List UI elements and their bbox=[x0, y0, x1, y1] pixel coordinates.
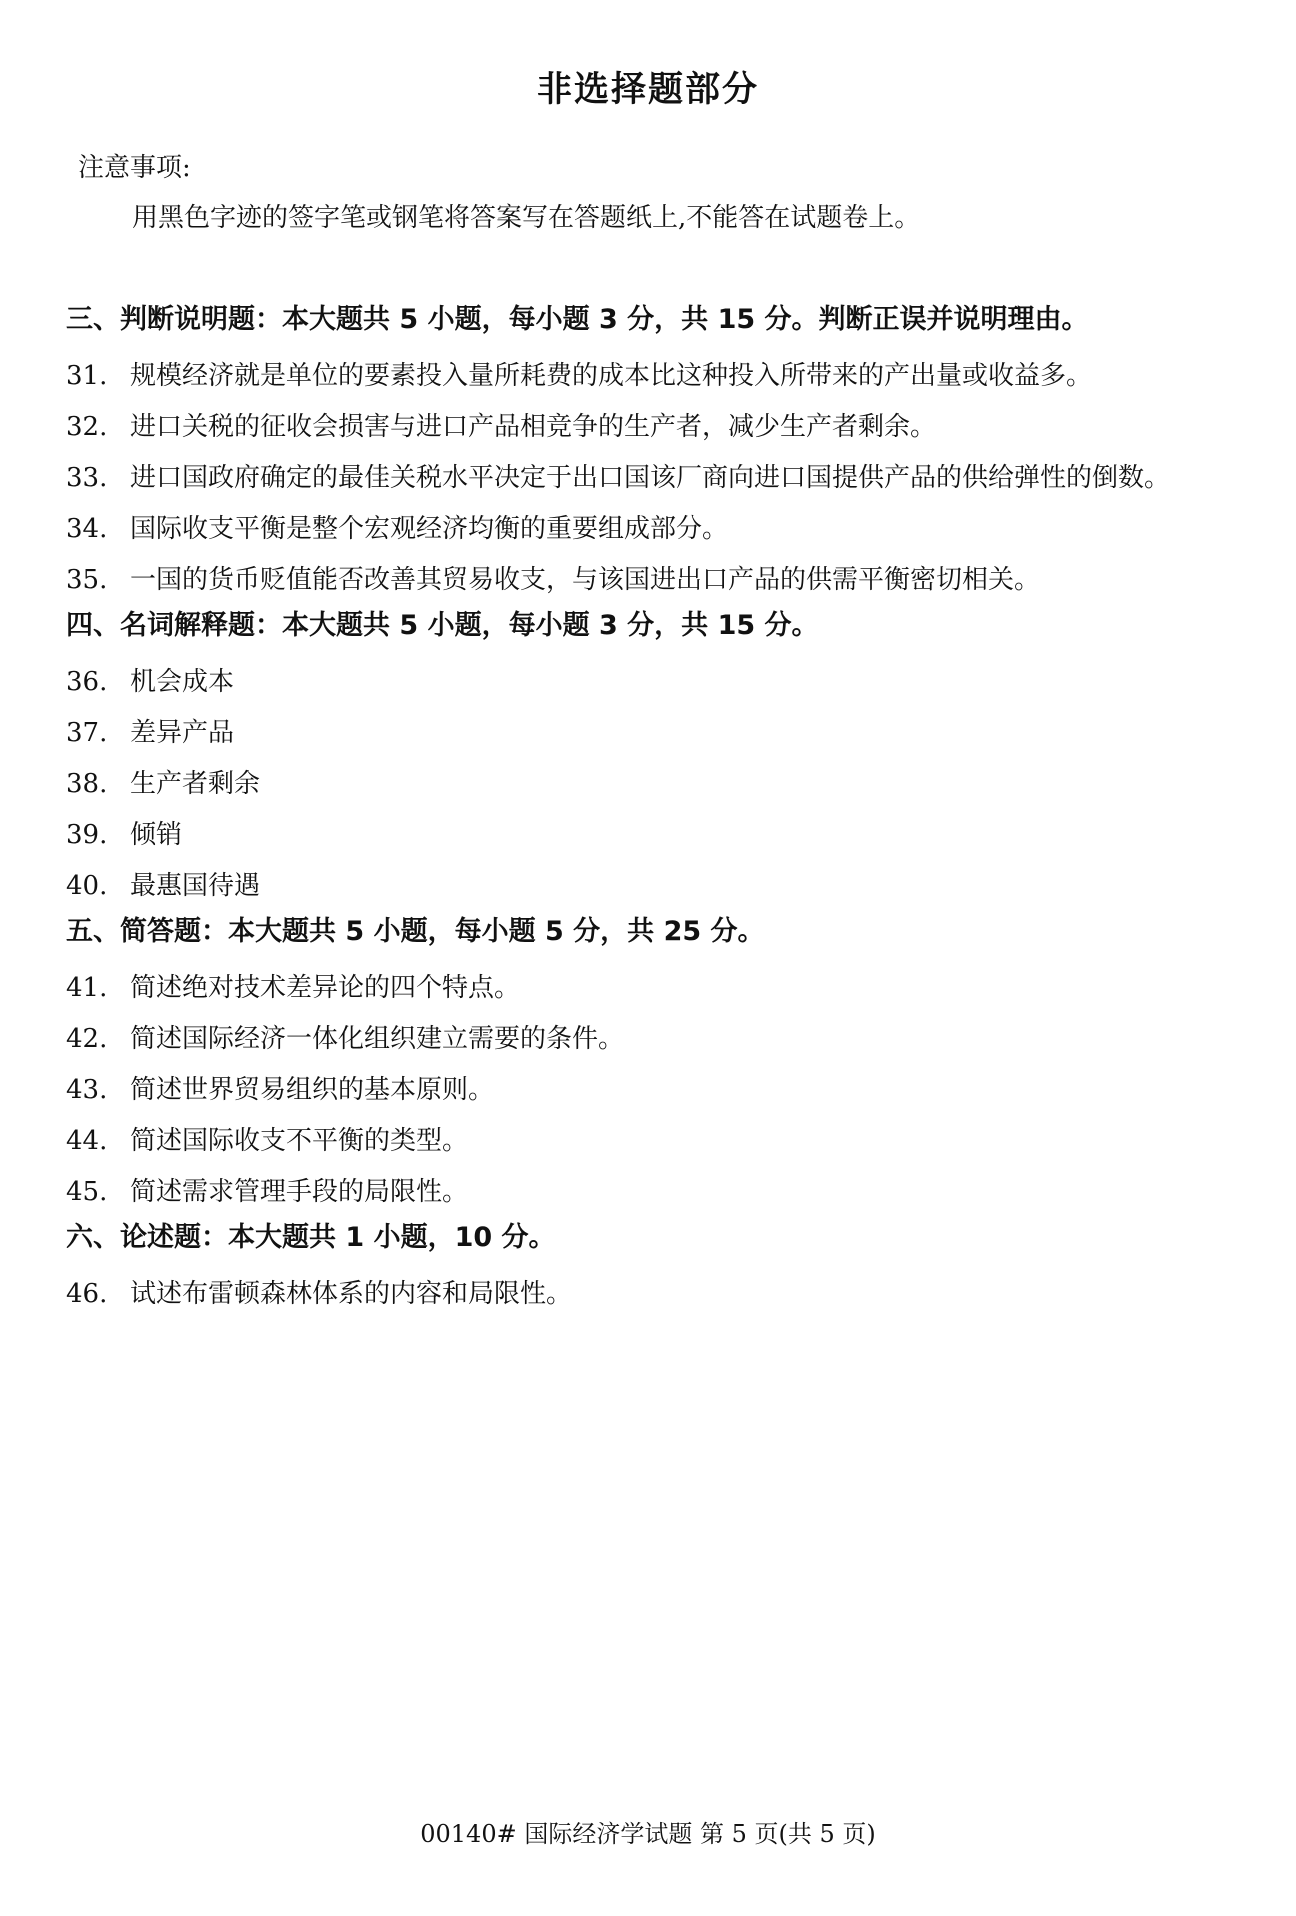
notice-text: 用黑色字迹的签字笔或钢笔将答案写在答题纸上,不能答在试题卷上。 bbox=[132, 203, 921, 233]
question-text: 最惠国待遇 bbox=[130, 871, 261, 901]
question-content bbox=[66, 300, 1246, 1320]
question-text: 国际收支平衡是整个宏观经济均衡的重要组成部分。 bbox=[130, 514, 729, 544]
question-number: 33. bbox=[66, 463, 108, 493]
question-number: 35. bbox=[66, 565, 108, 595]
question-number: 39. bbox=[66, 820, 108, 850]
question-text: 倾销 bbox=[130, 820, 183, 850]
question-number: 34. bbox=[66, 514, 108, 544]
question-text: 差异产品 bbox=[130, 718, 235, 748]
question-item bbox=[66, 351, 1246, 402]
question-item bbox=[66, 1014, 1246, 1065]
question-item bbox=[66, 657, 1246, 708]
section-heading-judgment: 三、判断说明题：本大题共 5 小题，每小题 3 分，共 15 分。判断正误并说明理由。 bbox=[66, 304, 1089, 335]
section-heading-short-answer: 五、简答题：本大题共 5 小题，每小题 5 分，共 25 分。 bbox=[66, 916, 765, 947]
question-item bbox=[66, 963, 1246, 1014]
page-footer: 00140# 国际经济学试题 第 5 页(共 5 页) bbox=[420, 1820, 876, 1848]
question-text: 机会成本 bbox=[130, 667, 235, 697]
question-text: 简述世界贸易组织的基本原则。 bbox=[130, 1075, 495, 1105]
question-text: 简述需求管理手段的局限性。 bbox=[130, 1177, 469, 1207]
question-item bbox=[66, 861, 1246, 912]
question-text: 进口国政府确定的最佳关税水平决定于出口国该厂商向进口国提供产品的供给弹性的倒数。 bbox=[130, 463, 1171, 493]
question-number: 43. bbox=[66, 1075, 108, 1105]
question-number: 45. bbox=[66, 1177, 108, 1207]
question-item bbox=[66, 708, 1246, 759]
question-text: 生产者剩余 bbox=[130, 769, 261, 799]
question-number: 31. bbox=[66, 361, 108, 391]
question-number: 36. bbox=[66, 667, 108, 697]
question-text: 试述布雷顿森林体系的内容和局限性。 bbox=[130, 1279, 573, 1309]
question-number: 32. bbox=[66, 412, 108, 442]
question-number: 38. bbox=[66, 769, 108, 799]
question-text: 简述国际经济一体化组织建立需要的条件。 bbox=[130, 1024, 625, 1054]
question-number: 42. bbox=[66, 1024, 108, 1054]
question-item bbox=[66, 555, 1246, 606]
question-text: 规模经济就是单位的要素投入量所耗费的成本比这种投入所带来的产出量或收益多。 bbox=[130, 361, 1093, 391]
question-item bbox=[66, 810, 1246, 861]
question-item bbox=[66, 1167, 1246, 1218]
question-item bbox=[66, 1065, 1246, 1116]
question-text: 进口关税的征收会损害与进口产品相竞争的生产者，减少生产者剩余。 bbox=[130, 412, 937, 442]
question-item bbox=[66, 402, 1246, 453]
question-text: 简述国际收支不平衡的类型。 bbox=[130, 1126, 469, 1156]
question-item bbox=[66, 1116, 1246, 1167]
question-number: 44. bbox=[66, 1126, 108, 1156]
question-item bbox=[66, 504, 1246, 555]
page-title: 非选择题部分 bbox=[536, 70, 759, 110]
question-number: 41. bbox=[66, 973, 108, 1003]
question-item bbox=[66, 759, 1246, 810]
section-heading-essay: 六、论述题：本大题共 1 小题，10 分。 bbox=[66, 1222, 556, 1253]
question-text: 简述绝对技术差异论的四个特点。 bbox=[130, 973, 521, 1003]
question-text: 一国的货币贬值能否改善其贸易收支，与该国进出口产品的供需平衡密切相关。 bbox=[130, 565, 1041, 595]
question-item bbox=[66, 453, 1246, 504]
notice-label: 注意事项: bbox=[78, 153, 191, 183]
question-item bbox=[66, 1269, 1246, 1320]
question-number: 46. bbox=[66, 1279, 108, 1309]
section-heading-definitions: 四、名词解释题：本大题共 5 小题，每小题 3 分，共 15 分。 bbox=[66, 610, 819, 641]
question-number: 40. bbox=[66, 871, 108, 901]
question-number: 37. bbox=[66, 718, 108, 748]
